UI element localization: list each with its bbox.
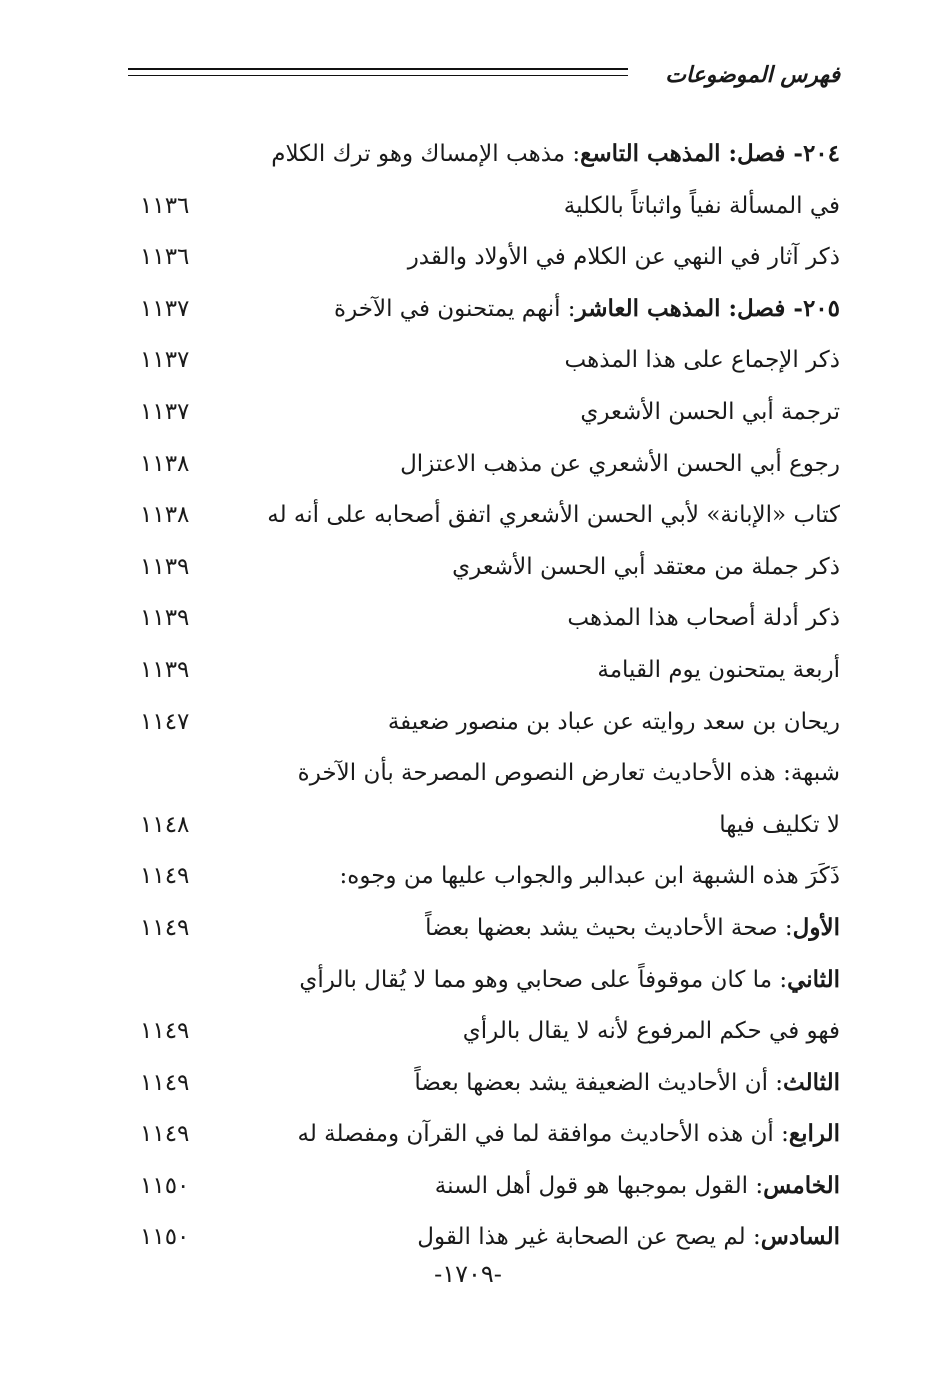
entry-lead: ٢٠٥- فصل: المذهب العاشر (575, 294, 840, 322)
entry-title (567, 598, 840, 638)
entry-text: ريحان بن سعد روايته عن عباد بن منصور ضعيفة (387, 708, 840, 735)
index-entries (140, 130, 840, 1265)
entry-page-number: ١١٤٧ (140, 708, 190, 735)
entry-title (299, 960, 840, 1000)
entry-page-number: ١١٣٩ (140, 553, 190, 580)
entry-title (425, 908, 840, 948)
index-entry (140, 1213, 840, 1265)
entry-text: : أنهم يمتحنون في الآخرة (334, 295, 576, 322)
entry-title (400, 444, 840, 484)
entry-text: : ما كان موقوفاً على صحابي وهو مما لا يُقال بالرأي (299, 966, 788, 993)
entry-text: : مذهب الإمساك وهو ترك الكلام (271, 141, 581, 167)
entry-text: ذكر جملة من معتقد أبي الحسن الأشعري (452, 553, 840, 580)
index-entry (140, 388, 840, 440)
index-entry (140, 594, 840, 646)
entry-title (565, 340, 840, 380)
entry-text: : صحة الأحاديث بحيث يشد بعضها بعضاً (425, 914, 793, 941)
index-entry (140, 491, 840, 543)
entry-page-number: ١١٣٧ (140, 398, 190, 425)
entry-title (408, 237, 840, 277)
entry-page-number: ١١٣٦ (140, 192, 190, 219)
entry-page-number: ١١٤٩ (140, 1121, 190, 1148)
entry-text: : القول بموجبها هو قول أهل السنة (434, 1172, 764, 1199)
entry-page-number: ١١٥٠ (140, 1224, 190, 1251)
entry-title (719, 805, 840, 845)
entry-page-number: ١١٣٨ (140, 502, 190, 529)
index-entry (140, 1007, 840, 1059)
entry-text: فهو في حكم المرفوع لأنه لا يقال بالرأي (462, 1018, 840, 1045)
index-entry (140, 904, 840, 956)
entry-title (298, 1114, 841, 1154)
index-entry (140, 182, 840, 234)
entry-title (463, 1011, 840, 1051)
entry-text: في المسألة نفياً واثباتاً بالكلية (563, 192, 840, 219)
entry-title (435, 1166, 840, 1206)
entry-title (340, 856, 840, 896)
entry-title (414, 1063, 840, 1103)
index-entry (140, 1059, 840, 1111)
entry-text: رجوع أبي الحسن الأشعري عن مذهب الاعتزال (400, 450, 840, 477)
entry-text: ذكر الإجماع على هذا المذهب (564, 347, 840, 374)
entry-page-number: ١١٤٩ (140, 914, 190, 941)
index-entry (140, 646, 840, 698)
entry-title (334, 289, 840, 329)
index-entry (140, 336, 840, 388)
entry-page-number: ١١٣٧ (140, 295, 190, 322)
header-title: فهرس الموضوعات (665, 62, 840, 88)
entry-lead: السادس (760, 1223, 840, 1251)
entry-text: لا تكليف فيها (719, 811, 840, 838)
index-entry (140, 233, 840, 285)
entry-title (452, 547, 840, 587)
entry-page-number: ١١٥٠ (140, 1172, 190, 1199)
page-number: -١٧٠٩- (434, 1260, 502, 1288)
index-entry (140, 749, 840, 801)
entry-text: أربعة يمتحنون يوم القيامة (597, 656, 840, 683)
entry-page-number: ١١٣٧ (140, 347, 190, 374)
entry-page-number: ١١٤٩ (140, 863, 190, 890)
index-entry (140, 130, 840, 182)
entry-text: : لم يصح عن الصحابة غير هذا القول (417, 1224, 761, 1251)
entry-lead: ٢٠٤- فصل: المذهب التاسع (580, 140, 840, 167)
running-header (128, 60, 840, 92)
entry-text: كتاب «الإبانة» لأبي الحسن الأشعري اتفق أصحابه على أنه له (267, 502, 840, 529)
entry-lead: الرابع (788, 1120, 840, 1148)
entry-page-number: ١١٤٩ (140, 1018, 190, 1045)
index-entry (140, 285, 840, 337)
entry-text: : أن هذه الأحاديث موافقة لما في القرآن ومفصلة له (297, 1121, 789, 1148)
entry-lead: الثاني (787, 965, 840, 993)
entry-title (597, 650, 840, 690)
entry-lead: الثالث (783, 1068, 840, 1096)
entry-title (417, 1217, 840, 1257)
entry-title (580, 392, 840, 432)
entry-title (564, 186, 840, 226)
entry-title (388, 702, 840, 742)
entry-text: ترجمة أبي الحسن الأشعري (580, 398, 840, 425)
entry-title (267, 495, 840, 535)
index-entry (140, 801, 840, 853)
entry-page-number: ١١٣٦ (140, 244, 190, 271)
entry-page-number: ١١٤٨ (140, 811, 190, 838)
entry-text: ذَكَرَ هذه الشبهة ابن عبدالبر والجواب عليها من وجوه: (339, 863, 840, 890)
entry-title (271, 134, 840, 174)
entry-text: : أن الأحاديث الضعيفة يشد بعضها بعضاً (414, 1069, 784, 1096)
index-entry (140, 1110, 840, 1162)
index-entry (140, 440, 840, 492)
entry-title (298, 753, 840, 793)
index-entry (140, 852, 840, 904)
entry-text: ذكر آثار في النهي عن الكلام في الأولاد والقدر (407, 244, 840, 271)
index-entry (140, 698, 840, 750)
entry-text: ذكر أدلة أصحاب هذا المذهب (567, 605, 840, 632)
index-entry (140, 956, 840, 1008)
entry-page-number: ١١٣٩ (140, 656, 190, 683)
header-rule (128, 68, 628, 78)
entry-lead: الخامس (763, 1171, 840, 1199)
entry-text: شبهة: هذه الأحاديث تعارض النصوص المصرحة بأن الآخرة (297, 760, 840, 787)
index-entry (140, 1162, 840, 1214)
entry-page-number: ١١٣٩ (140, 605, 190, 632)
entry-lead: الأول (792, 913, 840, 941)
entry-page-number: ١١٣٨ (140, 450, 190, 477)
index-entry (140, 543, 840, 595)
entry-page-number: ١١٤٩ (140, 1069, 190, 1096)
